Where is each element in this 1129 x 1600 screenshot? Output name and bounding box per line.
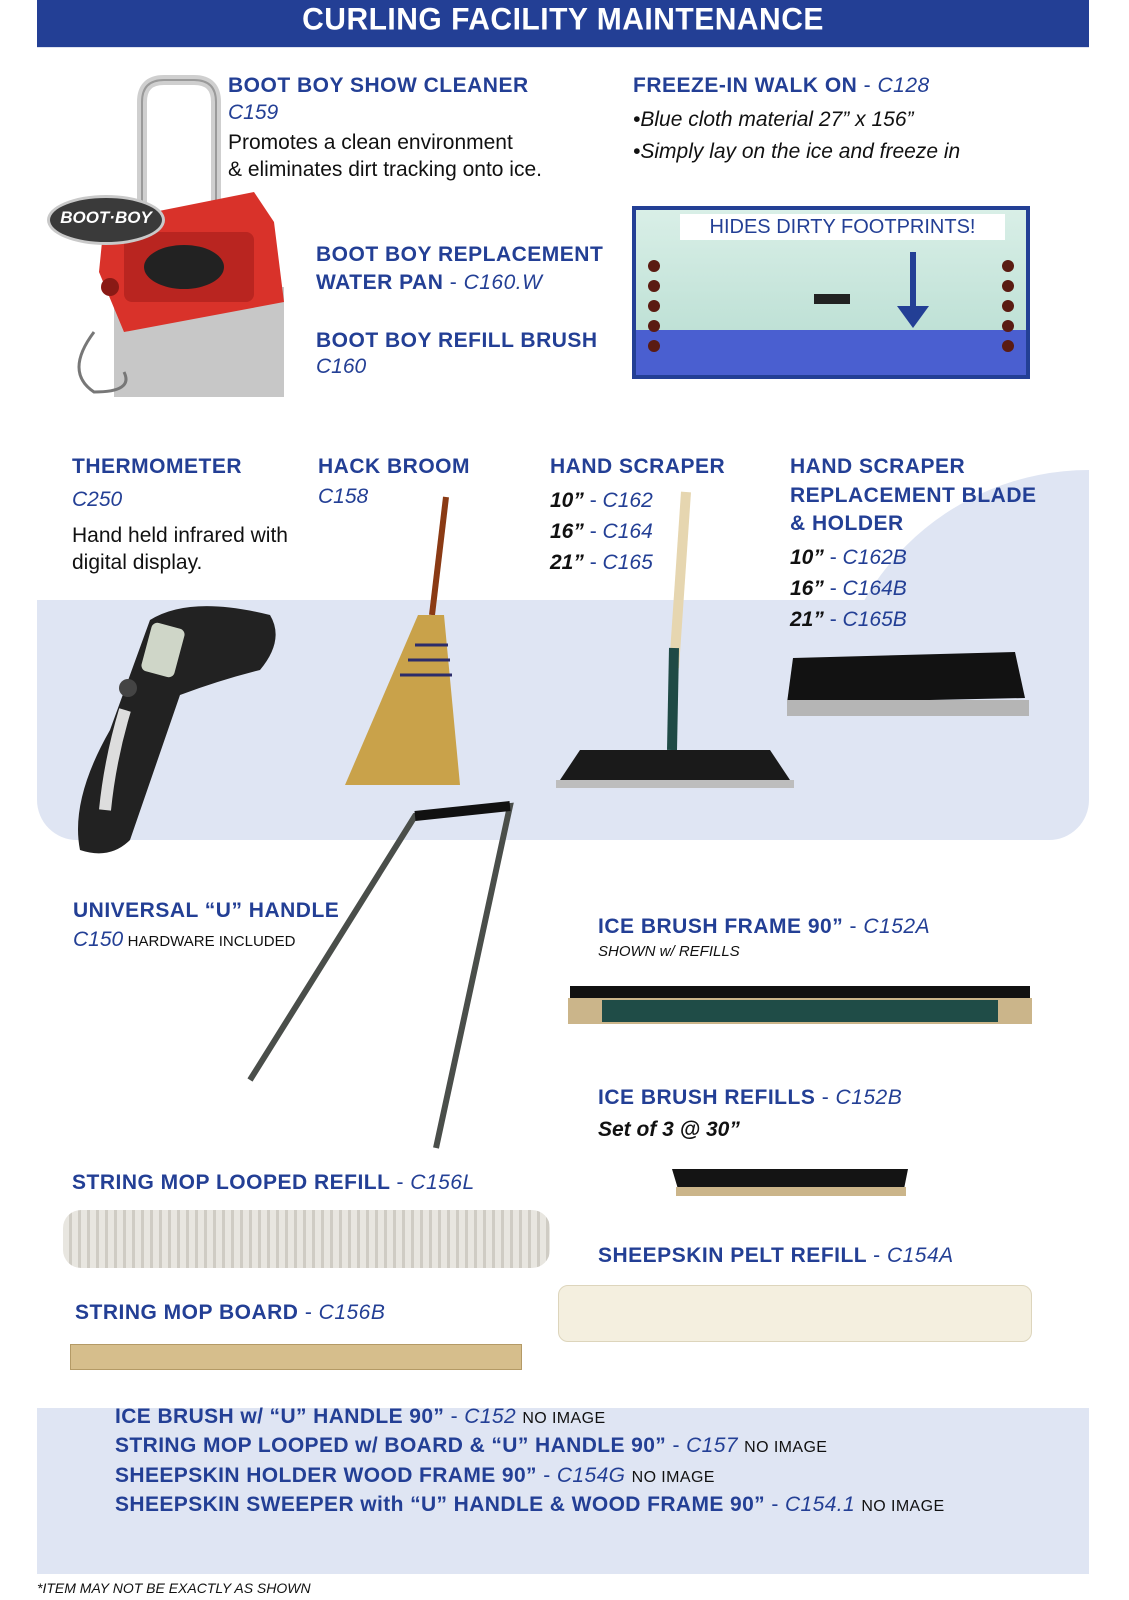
u-handle-title: UNIVERSAL “U” HANDLE — [73, 899, 340, 922]
ice-brush-frame-note: SHOWN w/ REFILLS — [598, 943, 740, 960]
size-label: 10” — [790, 546, 824, 569]
footer-item-name: ICE BRUSH w/ “U” HANDLE 90” — [115, 1405, 445, 1428]
footer-item-note: NO IMAGE — [744, 1439, 828, 1456]
footer-item-code: C154.1 — [784, 1493, 856, 1516]
separator: - — [771, 1493, 779, 1516]
sheepskin-refill-code: C154A — [886, 1244, 954, 1267]
footer-item — [115, 1490, 945, 1522]
ice-brush-refills-title — [598, 1083, 902, 1112]
ice-brush-frame-image — [568, 980, 1033, 1030]
u-handle-code-line — [73, 928, 295, 952]
separator: - — [396, 1171, 404, 1194]
footer-item-name: SHEEPSKIN HOLDER WOOD FRAME 90” — [115, 1464, 537, 1487]
boot-boy-code: C159 — [228, 101, 279, 124]
separator: - — [829, 577, 837, 600]
size-code: C162B — [842, 546, 907, 569]
mop-board-code: C156B — [318, 1301, 386, 1324]
footer-item-code: C154G — [556, 1464, 626, 1487]
size-code: C162 — [602, 489, 653, 512]
mop-refill-image — [63, 1210, 550, 1268]
mop-refill-name: STRING MOP LOOPED REFILL — [72, 1171, 391, 1194]
separator: - — [873, 1244, 881, 1267]
size-label: 21” — [790, 608, 824, 631]
scraper-blade-size-3 — [790, 604, 907, 635]
water-pan-code: C160.W — [463, 271, 543, 294]
size-code: C165B — [842, 608, 907, 631]
stones-and-arrow — [632, 206, 1030, 379]
separator: - — [589, 551, 597, 574]
mop-refill-code: C156L — [410, 1171, 475, 1194]
thermometer-title: THERMOMETER — [72, 455, 242, 478]
footer-item-note: NO IMAGE — [631, 1469, 715, 1486]
separator: - — [829, 608, 837, 631]
separator: - — [672, 1434, 680, 1457]
ice-brush-frame-name: ICE BRUSH FRAME 90” — [598, 915, 844, 938]
footer-item-code: C157 — [686, 1434, 738, 1457]
ice-brush-refills-code: C152B — [835, 1086, 903, 1109]
mop-refill-title — [72, 1168, 475, 1197]
size-code: C164B — [842, 577, 907, 600]
refill-brush-code: C160 — [316, 355, 367, 378]
walk-on-title — [633, 71, 930, 100]
page-title: CURLING FACILITY MAINTENANCE — [37, 0, 1089, 47]
scraper-blade-title-2: REPLACEMENT BLADE — [790, 484, 1037, 507]
u-handle-code: C150 — [73, 928, 124, 951]
thermometer-desc-1: Hand held infrared with — [72, 524, 288, 547]
footer-item-name: STRING MOP LOOPED w/ BOARD & “U” HANDLE 90” — [115, 1434, 667, 1457]
thermometer-desc-2: digital display. — [72, 551, 203, 574]
separator: - — [589, 520, 597, 543]
separator: - — [829, 546, 837, 569]
hand-scraper-image — [550, 488, 800, 800]
ice-brush-refills-image — [668, 1165, 913, 1200]
boot-boy-logo — [47, 195, 165, 245]
size-label: 21” — [550, 551, 584, 574]
scraper-blade-title-3: & HOLDER — [790, 512, 904, 535]
walk-on-bullet-2: •Simply lay on the ice and freeze in — [633, 140, 961, 163]
mop-board-image — [70, 1344, 522, 1370]
hack-broom-image — [340, 495, 470, 795]
walk-on-caption: HIDES DIRTY FOOTPRINTS! — [680, 214, 1005, 240]
scraper-blade-image — [785, 648, 1035, 723]
footer-item-note: NO IMAGE — [861, 1498, 945, 1515]
boot-boy-desc-1: Promotes a clean environment — [228, 131, 513, 154]
walk-on-code: C128 — [877, 74, 930, 97]
walk-on-photo — [632, 206, 1030, 379]
walk-on-name: FREEZE-IN WALK ON — [633, 74, 858, 97]
separator: - — [449, 271, 458, 294]
walk-on-bullet-1: •Blue cloth material 27” x 156” — [633, 108, 914, 131]
thermometer-code: C250 — [72, 488, 123, 511]
water-pan-title-1: BOOT BOY REPLACEMENT — [316, 243, 604, 266]
separator: - — [849, 915, 858, 938]
sheepskin-refill-name: SHEEPSKIN PELT REFILL — [598, 1244, 867, 1267]
ice-brush-refills-note: Set of 3 @ 30” — [598, 1118, 740, 1141]
size-code: C164 — [602, 520, 653, 543]
scraper-blade-title-1: HAND SCRAPER — [790, 455, 966, 478]
scraper-blade-size-2 — [790, 573, 907, 604]
ice-brush-frame-code: C152A — [863, 915, 931, 938]
hack-broom-title: HACK BROOM — [318, 455, 470, 478]
hack-broom-code: C158 — [318, 485, 369, 508]
disclaimer: *ITEM MAY NOT BE EXACTLY AS SHOWN — [37, 1580, 311, 1596]
footer-item — [115, 1461, 715, 1493]
footer-item — [115, 1431, 827, 1463]
footer-item-note: NO IMAGE — [522, 1410, 606, 1427]
boot-boy-title: BOOT BOY SHOW CLEANER — [228, 74, 529, 97]
u-handle-image — [240, 798, 530, 1153]
footer-item-code: C152 — [464, 1405, 517, 1428]
mop-board-name: STRING MOP BOARD — [75, 1301, 299, 1324]
separator: - — [821, 1086, 830, 1109]
size-label: 16” — [790, 577, 824, 600]
ice-brush-frame-title — [598, 912, 930, 941]
footer-item — [115, 1402, 606, 1434]
separator: - — [543, 1464, 551, 1487]
water-pan-title-2 — [316, 268, 542, 297]
u-handle-note: HARDWARE INCLUDED — [127, 933, 296, 950]
sheepskin-refill-image — [558, 1285, 1032, 1342]
size-label: 16” — [550, 520, 584, 543]
mop-board-title — [75, 1298, 385, 1327]
separator: - — [863, 74, 872, 97]
hand-scraper-title: HAND SCRAPER — [550, 455, 726, 478]
refill-brush-title: BOOT BOY REFILL BRUSH — [316, 329, 598, 352]
separator: - — [589, 489, 597, 512]
ice-brush-refills-name: ICE BRUSH REFILLS — [598, 1086, 816, 1109]
sheepskin-refill-title — [598, 1241, 954, 1270]
boot-boy-logo-text: BOOT·BOY — [60, 208, 152, 227]
boot-boy-desc-2: & eliminates dirt tracking onto ice. — [228, 158, 542, 181]
footer-item-name: SHEEPSKIN SWEEPER with “U” HANDLE & WOOD FRAME 90” — [115, 1493, 766, 1516]
separator: - — [450, 1405, 458, 1428]
size-label: 10” — [550, 489, 584, 512]
water-pan-name: WATER PAN — [316, 271, 444, 294]
scraper-blade-size-1 — [790, 542, 907, 573]
separator: - — [304, 1301, 313, 1324]
size-code: C165 — [602, 551, 653, 574]
